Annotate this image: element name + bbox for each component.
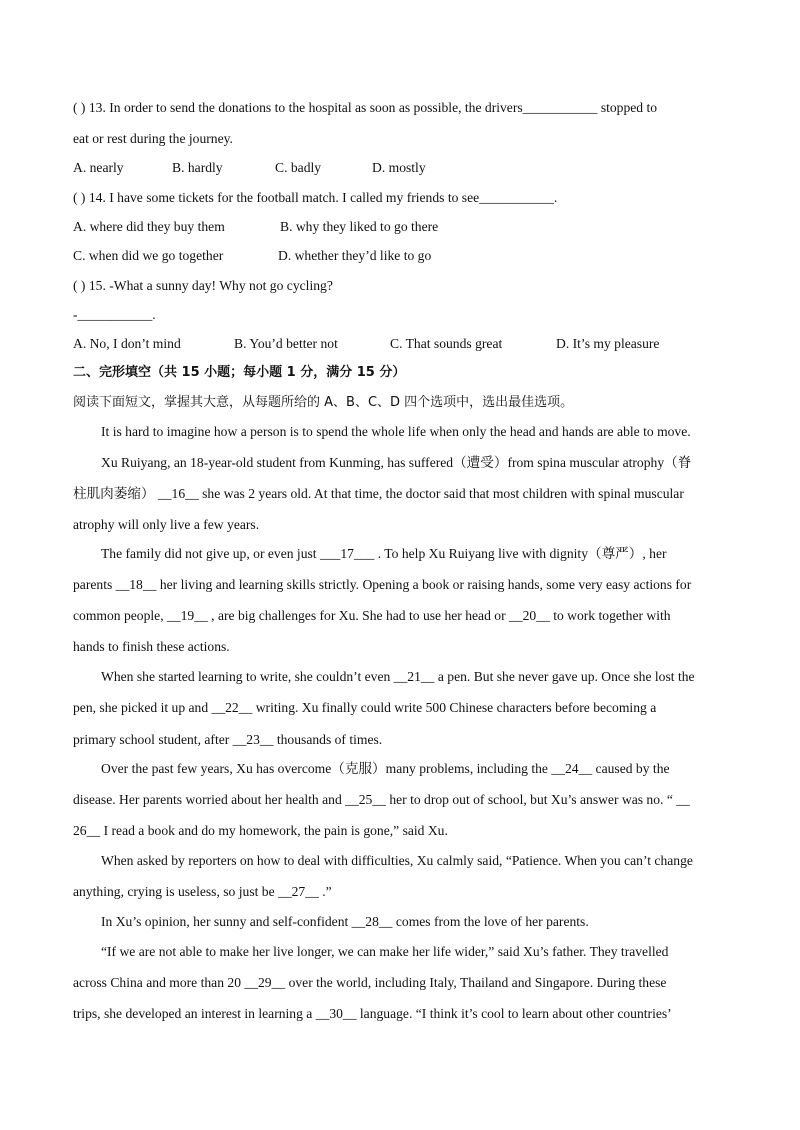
- passage-line: When asked by reporters on how to deal with difficulties, Xu calmly said, “Patience. When you can’t change: [101, 853, 693, 868]
- passage-line: When she started learning to write, she couldn’t even __21__ a pen. But she never gave up. Once she lost the: [101, 669, 695, 684]
- passage-line: across China and more than 20 __29__ over the world, including Italy, Thailand and Singapore. During these: [73, 975, 667, 990]
- passage-line: In Xu’s opinion, her sunny and self-confident __28__ comes from the love of her parents.: [101, 914, 589, 929]
- passage-line: Over the past few years, Xu has overcome（克服）many problems, including the __24__ caused by the: [101, 761, 670, 776]
- passage-line: primary school student, after __23__ thousands of times.: [73, 732, 383, 747]
- section-heading: 二、完形填空（共 15 小题；每小题 1 分，满分 15 分）: [73, 365, 406, 380]
- passage-line: “If we are not able to make her live longer, we can make her life wider,” said Xu’s father. They travelled: [101, 944, 669, 959]
- q15-option-a: A. No, I don’t mind: [73, 336, 181, 351]
- passage-line: 柱肌肉萎缩） __16__ she was 2 years old. At that time, the doctor said that most children with spinal muscular: [73, 486, 684, 501]
- q13-option-d: D. mostly: [372, 160, 426, 175]
- passage-line: The family did not give up, or even just ___17___ . To help Xu Ruiyang live with dignity（尊严）, her: [101, 546, 667, 561]
- q13-option-c: C. badly: [275, 160, 322, 175]
- passage-line: 26__ I read a book and do my homework, the pain is gone,” said Xu.: [73, 823, 448, 838]
- question-15-stem: ( ) 15. -What a sunny day! Why not go cycling?: [73, 278, 333, 293]
- passage-line: It is hard to imagine how a person is to spend the whole life when only the head and hands are able to move.: [101, 424, 691, 439]
- q14-option-c: C. when did we go together: [73, 248, 224, 263]
- question-15-response: -___________.: [73, 307, 156, 322]
- q15-option-b: B. You’d better not: [234, 336, 338, 351]
- passage-line: disease. Her parents worried about her health and __25__ her to drop out of school, but Xu’s answer was no. “ __: [73, 792, 690, 807]
- q15-option-d: D. It’s my pleasure: [556, 336, 660, 351]
- passage-line: common people, __19__ , are big challenges for Xu. She had to use her head or __20__ to work together with: [73, 608, 671, 623]
- q14-option-d: D. whether they’d like to go: [278, 248, 432, 263]
- question-14-stem: ( ) 14. I have some tickets for the football match. I called my friends to see___________.: [73, 190, 558, 205]
- q13-option-b: B. hardly: [172, 160, 223, 175]
- passage-line: pen, she picked it up and __22__ writing. Xu finally could write 500 Chinese characters before becoming a: [73, 700, 657, 715]
- passage-line: hands to finish these actions.: [73, 639, 230, 654]
- passage-line: anything, crying is useless, so just be __27__ .”: [73, 884, 332, 899]
- passage-line: atrophy will only live a few years.: [73, 517, 260, 532]
- passage-line: trips, she developed an interest in learning a __30__ language. “I think it’s cool to learn about other countries’: [73, 1006, 672, 1021]
- question-13-stem: ( ) 13. In order to send the donations to the hospital as soon as possible, the drivers___________ stopped to: [73, 100, 658, 115]
- section-instruction: 阅读下面短文，掌握其大意，从每题所给的 A、B、C、D 四个选项中，选出最佳选项。: [73, 395, 574, 410]
- passage-line: parents __18__ her living and learning skills strictly. Opening a book or raising hands, some very easy actions for: [73, 577, 692, 592]
- passage-line: Xu Ruiyang, an 18-year-old student from Kunming, has suffered（遭受）from spina muscular atrophy（脊: [101, 455, 692, 470]
- q13-option-a: A. nearly: [73, 160, 124, 175]
- q15-option-c: C. That sounds great: [390, 336, 503, 351]
- q14-option-b: B. why they liked to go there: [280, 219, 439, 234]
- q14-option-a: A. where did they buy them: [73, 219, 225, 234]
- question-13-stem-cont: eat or rest during the journey.: [73, 131, 233, 146]
